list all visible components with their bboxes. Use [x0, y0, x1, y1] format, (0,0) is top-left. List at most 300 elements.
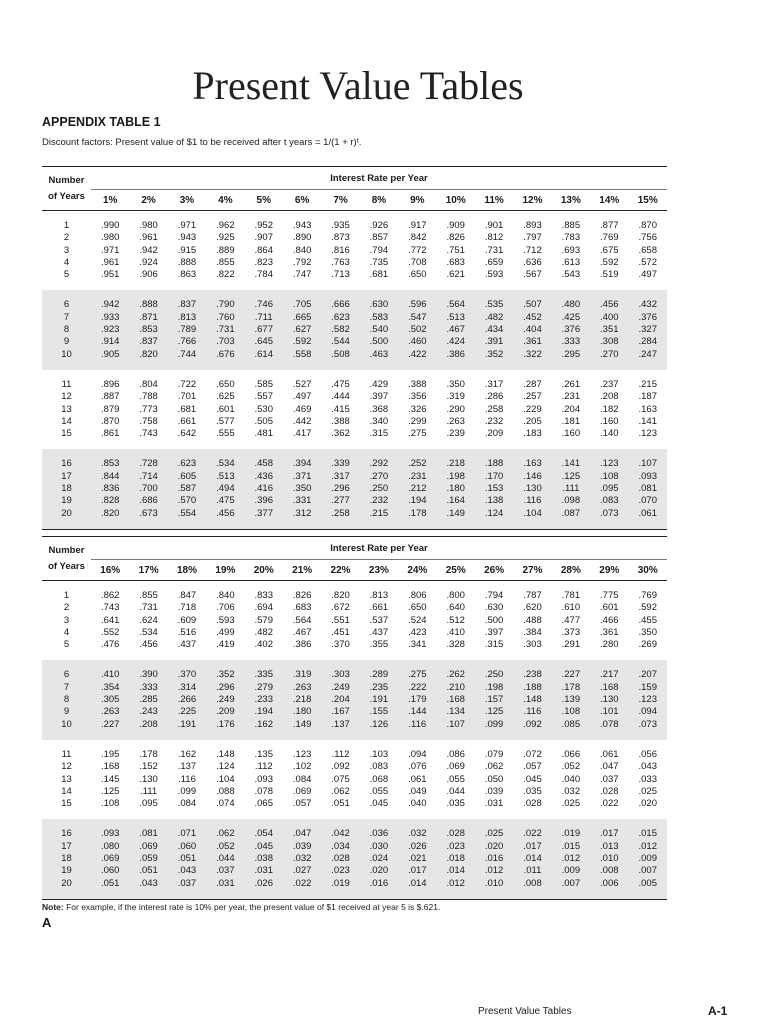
factor-cell: .475 — [331, 378, 350, 390]
factor-cell: .135 — [254, 748, 273, 760]
factor-cell: .499 — [216, 626, 235, 638]
factor-cell: .327 — [628, 324, 667, 336]
year-cell: 13 — [61, 773, 72, 785]
factor-cell: .188 — [513, 682, 551, 694]
rate-header: 24% — [398, 560, 436, 581]
table-row — [42, 257, 667, 269]
table-row — [42, 706, 667, 718]
factor-cell: .052 — [561, 761, 581, 773]
factor-cell: .350 — [446, 378, 465, 390]
factor-cell: .567 — [523, 269, 542, 281]
appendix-heading: APPENDIX TABLE 1 — [42, 115, 161, 129]
rate-header: 4% — [206, 190, 244, 211]
factor-cell: .073 — [590, 508, 628, 530]
factor-cell: .621 — [446, 269, 465, 281]
factor-cell: .923 — [91, 324, 129, 336]
factor-cell: .961 — [100, 256, 120, 268]
year-cell: 19 — [42, 865, 91, 877]
factor-cell: .855 — [216, 256, 235, 268]
factor-cell: .341 — [408, 639, 427, 651]
factor-cell: .292 — [360, 449, 398, 470]
number-of-years-header: Number of Years — [42, 537, 91, 581]
factor-cell: .794 — [484, 590, 504, 601]
factor-cell: .672 — [331, 602, 350, 614]
factor-cell: .183 — [523, 428, 542, 440]
factor-cell: .031 — [245, 865, 283, 877]
rate-header: 18% — [168, 560, 206, 581]
factor-cell: .207 — [628, 660, 667, 681]
factor-cell: .028 — [523, 798, 542, 810]
year-cell: 1 — [63, 220, 70, 231]
factor-cell: .500 — [360, 336, 398, 348]
factor-cell: .270 — [360, 471, 398, 483]
factor-cell: .010 — [590, 853, 628, 865]
factor-cell: .017 — [398, 865, 436, 877]
factor-cell: .371 — [283, 471, 321, 483]
factor-cell: .032 — [283, 853, 321, 865]
factor-cell: .437 — [369, 626, 389, 638]
factor-cell: .094 — [628, 706, 667, 718]
factor-cell: .017 — [513, 841, 551, 853]
factor-cell: .423 — [408, 626, 427, 638]
factor-cell: .108 — [100, 798, 120, 810]
factor-cell: .280 — [600, 639, 619, 651]
factor-cell: .134 — [437, 706, 475, 718]
table-note: Note: For example, if the interest rate is 10% per year, the present value of $1 received at year 5 is $.621. — [42, 902, 441, 912]
factor-cell: .083 — [590, 495, 628, 507]
factor-cell: .847 — [177, 590, 197, 601]
factor-cell: .103 — [369, 748, 389, 760]
factor-cell: .870 — [100, 415, 120, 427]
present-value-table-2 — [42, 536, 667, 900]
factor-cell: .800 — [446, 590, 465, 601]
factor-cell: .887 — [100, 391, 120, 403]
factor-cell: .030 — [360, 841, 398, 853]
factor-cell: .614 — [245, 349, 283, 370]
table-description: Discount factors: Present value of $1 to be received after t years = 1/(1 + r)ᵗ. — [42, 137, 362, 148]
table-row — [42, 615, 667, 627]
factor-cell: .198 — [475, 682, 513, 694]
factor-cell: .384 — [523, 626, 542, 638]
factor-cell: .712 — [523, 244, 542, 256]
factor-cell: .397 — [369, 391, 389, 403]
factor-cell: .925 — [216, 232, 235, 244]
factor-cell: .410 — [446, 626, 465, 638]
factor-cell: .527 — [292, 378, 312, 390]
factor-cell: .783 — [561, 232, 581, 244]
factor-cell: .146 — [513, 471, 551, 483]
factor-cell: .402 — [254, 639, 273, 651]
factor-cell: .391 — [475, 336, 513, 348]
factor-cell: .756 — [638, 232, 657, 244]
factor-cell: .676 — [206, 349, 244, 370]
year-cell: 20 — [42, 878, 91, 900]
factor-cell: .231 — [398, 471, 436, 483]
factor-cell: .028 — [600, 785, 619, 797]
factor-cell: .148 — [513, 694, 551, 706]
factor-cell: .239 — [446, 428, 465, 440]
rate-header: 30% — [628, 560, 667, 581]
rate-header: 6% — [283, 190, 321, 211]
factor-cell: .209 — [484, 428, 504, 440]
factor-cell: .592 — [283, 336, 321, 348]
factor-cell: .038 — [245, 853, 283, 865]
factor-cell: .352 — [475, 349, 513, 370]
factor-cell: .007 — [552, 878, 590, 900]
factor-cell: .812 — [484, 232, 504, 244]
table-row — [42, 290, 667, 311]
factor-cell: .333 — [129, 682, 167, 694]
number-of-years-header: Number of Years — [42, 167, 91, 211]
factor-cell: .204 — [321, 694, 359, 706]
rate-header: 12% — [513, 190, 551, 211]
factor-cell: .296 — [206, 682, 244, 694]
factor-cell: .456 — [590, 290, 628, 311]
factor-cell: .417 — [292, 428, 312, 440]
factor-cell: .926 — [369, 220, 389, 231]
factor-cell: .816 — [331, 244, 350, 256]
factor-cell: .888 — [129, 290, 167, 311]
factor-cell: .019 — [321, 878, 359, 900]
factor-cell: .650 — [408, 602, 427, 614]
year-cell: 4 — [63, 256, 70, 268]
factor-cell: .585 — [254, 378, 273, 390]
factor-cell: .788 — [139, 391, 158, 403]
factor-cell: .087 — [552, 508, 590, 530]
factor-cell: .009 — [628, 853, 667, 865]
factor-cell: .006 — [590, 878, 628, 900]
factor-cell: .099 — [177, 785, 197, 797]
rate-header: 14% — [590, 190, 628, 211]
factor-cell: .735 — [369, 256, 389, 268]
factor-cell: .766 — [168, 336, 206, 348]
factor-cell: .008 — [590, 865, 628, 877]
factor-cell: .744 — [168, 349, 206, 370]
factor-cell: .582 — [321, 324, 359, 336]
factor-cell: .593 — [484, 269, 504, 281]
year-group — [42, 581, 667, 661]
page-title: Present Value Tables — [192, 63, 524, 108]
factor-cell: .233 — [245, 694, 283, 706]
factor-cell: .252 — [398, 449, 436, 470]
factor-cell: .333 — [552, 336, 590, 348]
rate-header: 21% — [283, 560, 321, 581]
table-row — [42, 853, 667, 865]
table-row — [42, 211, 667, 233]
rate-header: 7% — [321, 190, 359, 211]
factor-cell: .051 — [91, 878, 129, 900]
factor-cell: .683 — [446, 256, 465, 268]
factor-cell: .775 — [600, 590, 619, 601]
factor-cell: .623 — [321, 312, 359, 324]
factor-cell: .463 — [360, 349, 398, 370]
rate-header: 1% — [91, 190, 129, 211]
factor-cell: .124 — [475, 508, 513, 530]
factor-cell: .544 — [321, 336, 359, 348]
factor-cell: .016 — [475, 853, 513, 865]
factor-cell: .284 — [628, 336, 667, 348]
factor-cell: .570 — [168, 495, 206, 507]
table-row — [42, 449, 667, 470]
factor-cell: .354 — [91, 682, 129, 694]
factor-cell: .551 — [331, 614, 350, 626]
factor-cell: .789 — [168, 324, 206, 336]
factor-cell: .095 — [590, 483, 628, 495]
factor-cell: .601 — [600, 602, 619, 614]
factor-cell: .099 — [475, 719, 513, 740]
factor-cell: .060 — [91, 865, 129, 877]
factor-cell: .675 — [600, 244, 619, 256]
factor-cell: .731 — [139, 602, 158, 614]
factor-cell: .772 — [408, 244, 427, 256]
rate-header: 5% — [245, 190, 283, 211]
factor-cell: .436 — [245, 471, 283, 483]
factor-cell: .863 — [177, 269, 197, 281]
factor-cell: .482 — [475, 312, 513, 324]
factor-cell: .299 — [408, 415, 427, 427]
factor-cell: .020 — [360, 865, 398, 877]
factor-cell: .781 — [561, 590, 581, 601]
rate-header: 26% — [475, 560, 513, 581]
factor-cell: .804 — [139, 378, 158, 390]
factor-cell: .243 — [129, 706, 167, 718]
factor-cell: .909 — [446, 220, 465, 231]
factor-cell: .907 — [254, 232, 273, 244]
factor-cell: .630 — [484, 602, 504, 614]
year-cell: 17 — [42, 841, 91, 853]
factor-cell: .317 — [484, 378, 504, 390]
factor-cell: .705 — [283, 290, 321, 311]
factor-cell: .620 — [523, 602, 542, 614]
factor-cell: .500 — [484, 614, 504, 626]
factor-cell: .377 — [245, 508, 283, 530]
factor-cell: .044 — [446, 785, 465, 797]
factor-cell: .237 — [600, 378, 619, 390]
factor-cell: .773 — [139, 403, 158, 415]
factor-cell: .205 — [523, 415, 542, 427]
factor-cell: .335 — [245, 660, 283, 681]
rate-header: 23% — [360, 560, 398, 581]
factor-cell: .456 — [206, 508, 244, 530]
factor-cell: .020 — [638, 798, 657, 810]
factor-cell: .537 — [369, 614, 389, 626]
table-row — [42, 245, 667, 257]
factor-cell: .107 — [437, 719, 475, 740]
factor-cell: .813 — [168, 312, 206, 324]
factor-cell: .160 — [561, 428, 581, 440]
factor-cell: .763 — [331, 256, 350, 268]
factor-cell: .069 — [446, 761, 465, 773]
factor-cell: .123 — [638, 428, 657, 440]
factor-cell: .980 — [139, 220, 158, 231]
factor-cell: .040 — [408, 798, 427, 810]
factor-cell: .665 — [283, 312, 321, 324]
footer-title: Present Value Tables — [478, 1006, 572, 1017]
interest-rate-header: Interest Rate per Year — [91, 537, 667, 560]
factor-cell: .376 — [628, 312, 667, 324]
factor-cell: .893 — [523, 220, 542, 231]
factor-cell: .879 — [100, 403, 120, 415]
factor-cell: .138 — [475, 495, 513, 507]
factor-cell: .023 — [321, 865, 359, 877]
factor-cell: .837 — [129, 336, 167, 348]
factor-cell: .054 — [245, 819, 283, 840]
table-row — [42, 391, 667, 403]
factor-cell: .429 — [369, 378, 389, 390]
year-cell: 7 — [42, 312, 91, 324]
factor-cell: .141 — [552, 449, 590, 470]
factor-cell: .261 — [561, 378, 581, 390]
factor-cell: .152 — [139, 761, 158, 773]
factor-cell: .005 — [628, 878, 667, 900]
factor-cell: .019 — [552, 819, 590, 840]
factor-cell: .840 — [292, 244, 312, 256]
factor-cell: .458 — [245, 449, 283, 470]
factor-cell: .269 — [638, 639, 657, 651]
factor-cell: .098 — [552, 495, 590, 507]
factor-cell: .326 — [408, 403, 427, 415]
factor-cell: .889 — [216, 244, 235, 256]
factor-cell: .481 — [254, 428, 273, 440]
table-row — [42, 232, 667, 244]
year-cell: 14 — [61, 415, 72, 427]
factor-cell: .164 — [437, 495, 475, 507]
factor-cell: .870 — [638, 220, 657, 231]
year-cell: 16 — [42, 819, 91, 840]
factor-cell: .592 — [600, 256, 619, 268]
factor-cell: .061 — [600, 748, 619, 760]
factor-cell: .370 — [331, 639, 350, 651]
table-row — [42, 602, 667, 614]
factor-cell: .108 — [552, 706, 590, 718]
factor-cell: .108 — [590, 471, 628, 483]
factor-cell: .051 — [331, 798, 350, 810]
factor-cell: .823 — [254, 256, 273, 268]
factor-cell: .227 — [552, 660, 590, 681]
factor-cell: .701 — [177, 391, 197, 403]
factor-cell: .853 — [129, 324, 167, 336]
factor-cell: .232 — [484, 415, 504, 427]
factor-cell: .822 — [216, 269, 235, 281]
factor-cell: .980 — [100, 232, 120, 244]
factor-cell: .467 — [292, 626, 312, 638]
factor-cell: .137 — [177, 761, 197, 773]
factor-cell: .027 — [283, 865, 321, 877]
factor-cell: .263 — [91, 706, 129, 718]
factor-cell: .714 — [129, 471, 167, 483]
factor-cell: .075 — [331, 773, 350, 785]
factor-cell: .021 — [398, 853, 436, 865]
factor-cell: .124 — [216, 761, 235, 773]
factor-cell: .746 — [245, 290, 283, 311]
factor-cell: .258 — [484, 403, 504, 415]
factor-cell: .026 — [245, 878, 283, 900]
rate-header: 15% — [628, 190, 667, 211]
factor-cell: .178 — [552, 682, 590, 694]
factor-cell: .820 — [331, 590, 350, 601]
factor-cell: .303 — [321, 660, 359, 681]
factor-cell: .386 — [292, 639, 312, 651]
factor-cell: .935 — [331, 220, 350, 231]
factor-cell: .524 — [408, 614, 427, 626]
factor-cell: .794 — [369, 244, 389, 256]
factor-cell: .731 — [206, 324, 244, 336]
factor-cell: .218 — [437, 449, 475, 470]
factor-cell: .488 — [523, 614, 542, 626]
factor-cell: .444 — [331, 391, 350, 403]
factor-cell: .014 — [513, 853, 551, 865]
factor-cell: .681 — [369, 269, 389, 281]
factor-cell: .390 — [129, 660, 167, 681]
factor-cell: .266 — [168, 694, 206, 706]
factor-cell: .650 — [216, 378, 235, 390]
rate-header: 25% — [437, 560, 475, 581]
factor-cell: .557 — [254, 391, 273, 403]
factor-cell: .062 — [206, 819, 244, 840]
rate-header: 22% — [321, 560, 359, 581]
factor-cell: .942 — [91, 290, 129, 311]
factor-cell: .055 — [369, 785, 389, 797]
factor-cell: .052 — [206, 841, 244, 853]
factor-cell: .081 — [129, 819, 167, 840]
factor-cell: .208 — [600, 391, 619, 403]
table-row — [42, 370, 667, 391]
factor-cell: .419 — [216, 639, 235, 651]
factor-cell: .624 — [139, 614, 158, 626]
factor-cell: .140 — [600, 428, 619, 440]
factor-cell: .873 — [331, 232, 350, 244]
factor-cell: .013 — [590, 841, 628, 853]
factor-cell: .305 — [91, 694, 129, 706]
rate-header: 16% — [91, 560, 129, 581]
year-cell: 5 — [63, 269, 70, 281]
factor-cell: .609 — [177, 614, 197, 626]
factor-cell: .416 — [245, 483, 283, 495]
factor-cell: .857 — [369, 232, 389, 244]
year-cell: 15 — [61, 798, 72, 810]
factor-cell: .505 — [254, 415, 273, 427]
rate-header: 19% — [206, 560, 244, 581]
year-cell: 9 — [42, 706, 91, 718]
factor-cell: .130 — [139, 773, 158, 785]
factor-cell: .123 — [292, 748, 312, 760]
factor-cell: .275 — [408, 428, 427, 440]
factor-cell: .673 — [129, 508, 167, 530]
factor-cell: .494 — [206, 483, 244, 495]
table-row — [42, 819, 667, 840]
factor-cell: .289 — [360, 660, 398, 681]
factor-cell: .512 — [446, 614, 465, 626]
factor-cell: .388 — [331, 415, 350, 427]
year-cell: 20 — [42, 508, 91, 530]
factor-cell: .258 — [321, 508, 359, 530]
factor-cell: .990 — [100, 220, 120, 231]
factor-cell: .285 — [129, 694, 167, 706]
factor-cell: .015 — [628, 819, 667, 840]
factor-cell: .924 — [139, 256, 158, 268]
factor-cell: .666 — [321, 290, 359, 311]
factor-cell: .813 — [369, 590, 389, 601]
factor-cell: .362 — [331, 428, 350, 440]
factor-cell: .534 — [139, 626, 158, 638]
factor-cell: .035 — [446, 798, 465, 810]
factor-cell: .896 — [100, 378, 120, 390]
table-row — [42, 324, 667, 336]
factor-cell: .081 — [628, 483, 667, 495]
factor-cell: .022 — [513, 819, 551, 840]
factor-cell: .037 — [600, 773, 619, 785]
factor-cell: .339 — [321, 449, 359, 470]
